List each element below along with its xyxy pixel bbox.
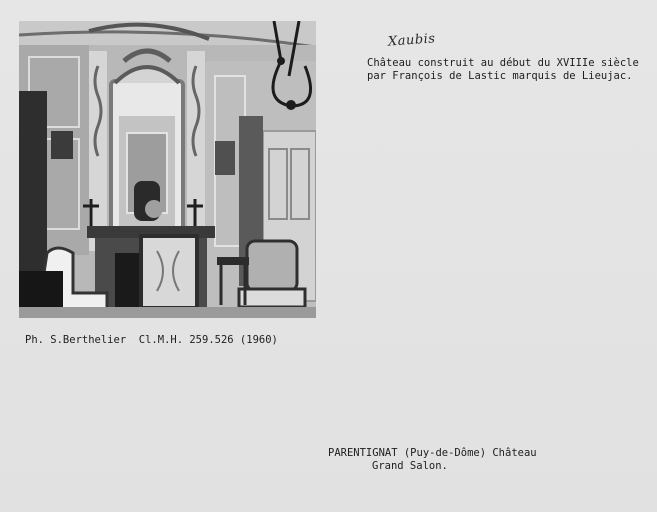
location-line: Grand Salon.: [372, 460, 448, 472]
location-title: [328, 447, 537, 473]
location-line: PARENTIGNAT (Puy-de-Dôme) Château: [328, 447, 537, 459]
photo-credit: Ph. S.Berthelier Cl.M.H. 259.526 (1960): [25, 334, 278, 346]
salon-photograph: [19, 21, 316, 318]
handwritten-note: Xaubis: [387, 31, 436, 50]
caption-line: par François de Lastic marquis de Lieujac.: [367, 70, 633, 82]
caption-line: Château construit au début du XVIIIe siècle: [367, 57, 639, 69]
caption-block: [367, 57, 639, 83]
